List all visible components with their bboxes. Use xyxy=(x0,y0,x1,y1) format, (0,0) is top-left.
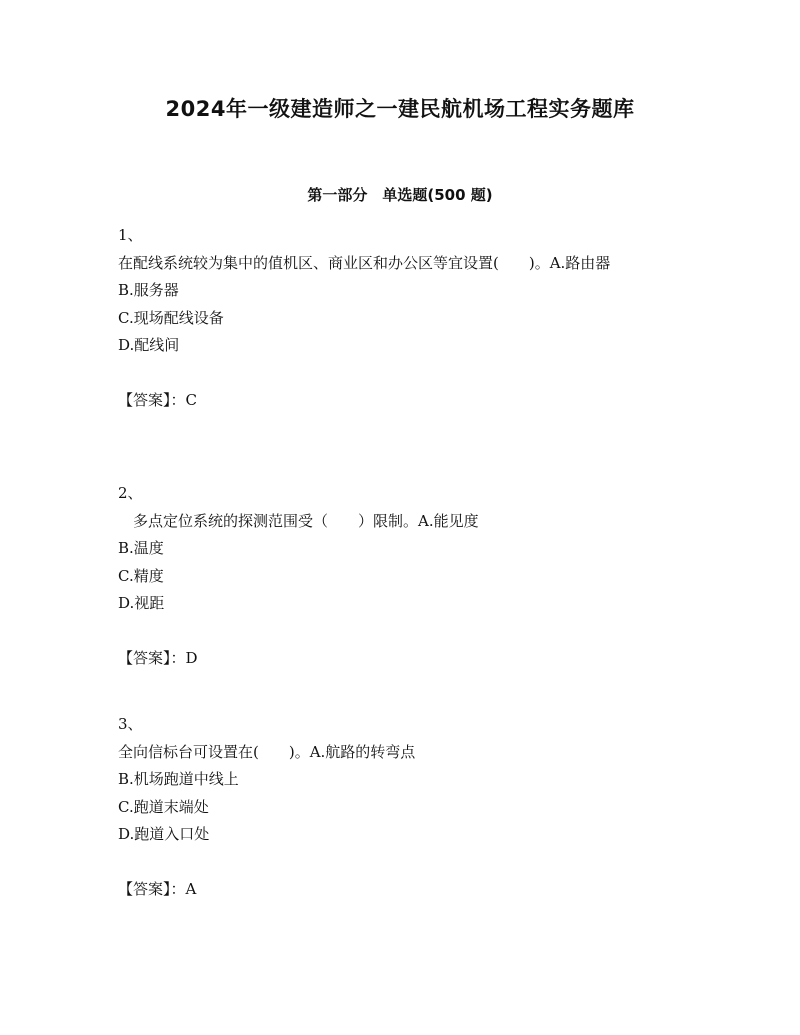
answer-label: 【答案】 xyxy=(118,879,171,898)
spacer xyxy=(118,360,678,387)
answer-label: 【答案】 xyxy=(118,648,171,667)
question-3 xyxy=(118,711,678,903)
answer-line xyxy=(118,387,678,415)
option-c: C.精度 xyxy=(118,566,164,585)
answer-line xyxy=(118,876,678,904)
option-b: B.温度 xyxy=(118,539,164,557)
option-d: D.视距 xyxy=(118,594,165,612)
question-1 xyxy=(118,222,678,414)
answer-value: ：C xyxy=(170,390,197,409)
question-stem: 在配线系统较为集中的值机区、商业区和办公区等宜设置( )。A.路由器 xyxy=(118,253,611,272)
question-stem: 全向信标台可设置在( )。A.航路的转弯点 xyxy=(118,742,416,761)
question-stem: 多点定位系统的探测范围受（ ）限制。A.能见度 xyxy=(118,511,479,530)
option-d: D.跑道入口处 xyxy=(118,825,210,843)
spacer xyxy=(118,618,678,645)
question-number: 2、 xyxy=(118,484,143,502)
answer-value: ：A xyxy=(170,879,197,898)
option-b: B.机场跑道中线上 xyxy=(118,770,239,788)
spacer xyxy=(118,849,678,876)
section-heading: 第一部分 单选题(500 题) xyxy=(307,186,493,204)
question-2 xyxy=(118,480,678,672)
option-d: D.配线间 xyxy=(118,336,180,354)
option-b: B.服务器 xyxy=(118,281,179,299)
answer-label: 【答案】 xyxy=(118,390,171,409)
answer-value: ：D xyxy=(170,648,198,667)
question-number: 1、 xyxy=(118,226,143,244)
document-title: 2024年一级建造师之一建民航机场工程实务题库 xyxy=(165,97,635,121)
answer-line xyxy=(118,645,678,673)
question-number: 3、 xyxy=(118,715,143,733)
option-c: C.现场配线设备 xyxy=(118,308,224,327)
option-c: C.跑道末端处 xyxy=(118,797,209,816)
